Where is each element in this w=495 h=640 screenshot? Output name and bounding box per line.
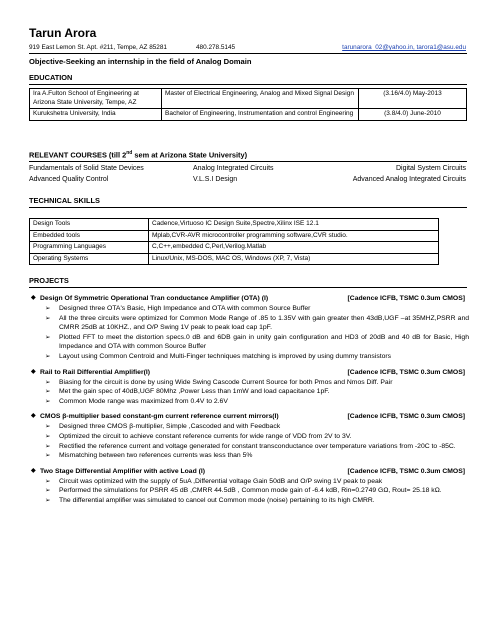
bullet-text: Designed three OTA's Basic, High Impedance and OTA with common Source Buffer <box>59 305 311 312</box>
table-row <box>30 242 439 254</box>
bullet-text: Rectified the reference current and voltage generated for constant transconductance over temperature variations from -20C to -85C. <box>59 442 456 450</box>
header-divider <box>29 53 467 54</box>
skill-label: Design Tools <box>30 219 149 231</box>
address: 919 East Lemon St. Apt. #211, Tempe, AZ 85281 <box>29 44 167 51</box>
project-entry <box>29 294 469 362</box>
project-bullet <box>29 486 469 496</box>
project-bullet <box>29 333 469 352</box>
arrow-bullet-icon: ➢ <box>45 314 51 322</box>
arrow-bullet-icon: ➢ <box>45 388 51 396</box>
edu-school: Kurukshetra University, India <box>30 109 162 121</box>
project-title: CMOS β-multiplier based constant-gm current reference current mirrors(I) <box>40 413 279 421</box>
project-title-row <box>29 294 469 304</box>
bullet-text: All the three circuits were optimized for Common Mode Range of .85 to 1.35V with gain greater then 43dB,UGF –at 35MHZ,PSRR and CMRR 25dB at 10KHZ., and O/P Swing 1V peak to peak load cap 1pF. <box>59 314 469 332</box>
skills-table <box>29 218 439 265</box>
arrow-bullet-icon: ➢ <box>45 423 51 431</box>
course-item: V.L.S.I Design <box>193 176 238 183</box>
table-row <box>30 219 439 231</box>
bullet-text: Met the gain spec of 40dB,UGF 80Mhz ,Power Less than 1mW and load capacitance 1pF. <box>59 388 330 396</box>
project-bullet <box>29 304 469 314</box>
project-tools: [Cadence ICFB, TSMC 0.3um CMOS] <box>347 368 465 376</box>
bullet-text: Circuit was optimized with the supply of 5uA ,Differential voltage Gain 50dB and O/P swing 1V peak to peak <box>59 477 383 485</box>
arrow-bullet-icon: ➢ <box>45 452 51 460</box>
project-title-row <box>29 412 469 422</box>
arrow-bullet-icon: ➢ <box>45 496 51 504</box>
arrow-bullet-icon: ➢ <box>45 442 51 450</box>
project-bullet <box>29 387 469 397</box>
arrow-bullet-icon: ➢ <box>45 352 51 360</box>
diamond-bullet-icon: ◆ <box>31 413 36 420</box>
arrow-bullet-icon: ➢ <box>45 378 51 386</box>
skill-value: Linux/Unix, MS-DOS, MAC OS, Windows (XP, 7, Vista) <box>149 253 439 265</box>
skill-value: Mplab,CVR-AVR microcontroller programming software,CVR studio. <box>149 230 439 242</box>
project-bullet <box>29 432 469 442</box>
project-bullet <box>29 352 469 362</box>
skill-value: C,C++,embedded C,Perl,Verilog.Matlab <box>149 242 439 254</box>
diamond-bullet-icon: ◆ <box>31 295 36 301</box>
education-table <box>29 88 467 121</box>
arrow-bullet-icon: ➢ <box>45 477 51 485</box>
skill-label: Operating Systems <box>30 253 149 265</box>
project-bullet <box>29 442 469 452</box>
project-title: Rail to Rail Differential Amplifier(I) <box>40 368 151 376</box>
arrow-bullet-icon: ➢ <box>45 487 51 495</box>
project-entry <box>29 412 469 460</box>
objective: Objective-Seeking an internship in the field of Analog Domain <box>29 57 252 66</box>
project-bullet <box>29 397 469 407</box>
skill-label: Programming Languages <box>30 242 149 254</box>
bullet-text: Plotted FFT to meet the distortion specs.0 dB and 6DB gain in unity gain configuration and HD3 of 20dB and 40 dB for Basic, High Impedance and OTA with common Source Buffer <box>59 333 469 351</box>
bullet-text: Mismatching between two references currents was less than 5% <box>59 452 253 460</box>
bullet-text: Designed three CMOS β-multiplier, Simple ,Cascoded and with Feedback <box>59 423 281 431</box>
arrow-bullet-icon: ➢ <box>45 432 51 440</box>
project-tools: [Cadence ICFB, TSMC 0.3um CMOS] <box>347 413 465 421</box>
arrow-bullet-icon: ➢ <box>45 333 51 341</box>
projects-list <box>29 294 469 506</box>
courses-divider <box>29 161 467 162</box>
course-item: Fundamentals of Solid State Devices <box>29 165 144 172</box>
project-title-row <box>29 368 469 378</box>
email-link[interactable]: tarunarora_02@yahoo.in, tarora1@asu.edu <box>342 44 466 51</box>
skill-value: Cadence,Virtuoso IC Design Suite,Spectre,Xilinx ISE 12.1 <box>149 219 439 231</box>
projects-heading: PROJECTS <box>29 276 69 285</box>
table-row <box>30 230 439 242</box>
candidate-name: Tarun Arora <box>29 26 97 40</box>
project-bullet <box>29 477 469 487</box>
education-heading: EDUCATION <box>29 73 73 82</box>
diamond-bullet-icon: ◆ <box>31 368 36 375</box>
project-bullet <box>29 314 469 333</box>
project-bullet <box>29 378 469 388</box>
project-tools: [Cadence ICFB, TSMC 0.3um CMOS] <box>347 295 465 302</box>
courses-heading-post: sem at Arizona State University) <box>132 150 248 160</box>
project-title-row <box>29 467 469 477</box>
courses-heading <box>29 150 247 159</box>
edu-gpa: (3.8/4.0) June-2010 <box>359 109 467 121</box>
bullet-text: The differential amplifier was simulated to cancel out Common mode (noise) pertaining to its high CMRR. <box>59 496 375 504</box>
bullet-text: Performed the simulations for PSRR 45 dB ,CMRR 44.5dB , Common mode gain of -6.4 kdB, Rin=0.2749 GΩ, Rout= 25.18 kΩ. <box>59 487 442 495</box>
project-entry <box>29 467 469 506</box>
arrow-bullet-icon: ➢ <box>45 397 51 405</box>
edu-school: Ira A.Fulton School of Engineering at Arizona State University, Tempe, AZ <box>30 89 162 109</box>
course-item: Advanced Analog Integrated Circuits <box>352 176 466 183</box>
skills-divider <box>29 207 467 208</box>
skills-heading: TECHNICAL SKILLS <box>29 196 100 205</box>
course-item: Analog Integrated Circuits <box>193 165 274 172</box>
phone: 480.278.5145 <box>196 44 236 51</box>
project-title: Two Stage Differential Amplifier with active Load (I) <box>40 467 206 475</box>
edu-gpa: (3.16/4.0) May-2013 <box>359 89 467 109</box>
project-bullet <box>29 422 469 432</box>
courses-heading-pre: RELEVANT COURSES (till 2 <box>29 150 127 160</box>
project-tools: [Cadence ICFB, TSMC 0.3um CMOS] <box>347 467 465 475</box>
skill-label: Embedded tools <box>30 230 149 242</box>
table-row <box>30 253 439 265</box>
project-bullet <box>29 496 469 506</box>
project-bullet <box>29 451 469 461</box>
project-title: Design Of Symmetric Operational Tran conductance Amplifier (OTA) (I) <box>40 295 269 302</box>
course-item: Advanced Quality Control <box>29 176 109 183</box>
table-row <box>30 89 467 109</box>
course-item: Digital System Circuits <box>395 165 466 172</box>
table-row <box>30 109 467 121</box>
courses-heading-sup: nd <box>126 150 133 156</box>
project-entry <box>29 368 469 407</box>
bullet-text: Optimized the circuit to achieve constant reference currents for wide range of VDD from 2V to 3V. <box>59 432 352 440</box>
bullet-text: Common Mode range was maximized from 0.4V to 2.6V <box>59 397 228 405</box>
edu-degree: Master of Electrical Engineering, Analog and Mixed Signal Design <box>162 89 359 109</box>
education-divider <box>29 84 467 85</box>
diamond-bullet-icon: ◆ <box>31 467 36 474</box>
bullet-text: Biasing for the circuit is done by using Wide Swing Cascode Current Source for both Pmos and Nmos Diff. Pair <box>59 378 393 386</box>
projects-divider <box>29 287 467 288</box>
bullet-text: Layout using Common Centroid and Multi-Finger techniques matching is improved by using dummy transistors <box>59 352 392 360</box>
arrow-bullet-icon: ➢ <box>45 305 51 312</box>
edu-degree: Bachelor of Engineering, Instrumentation and control Engineering <box>162 109 359 121</box>
